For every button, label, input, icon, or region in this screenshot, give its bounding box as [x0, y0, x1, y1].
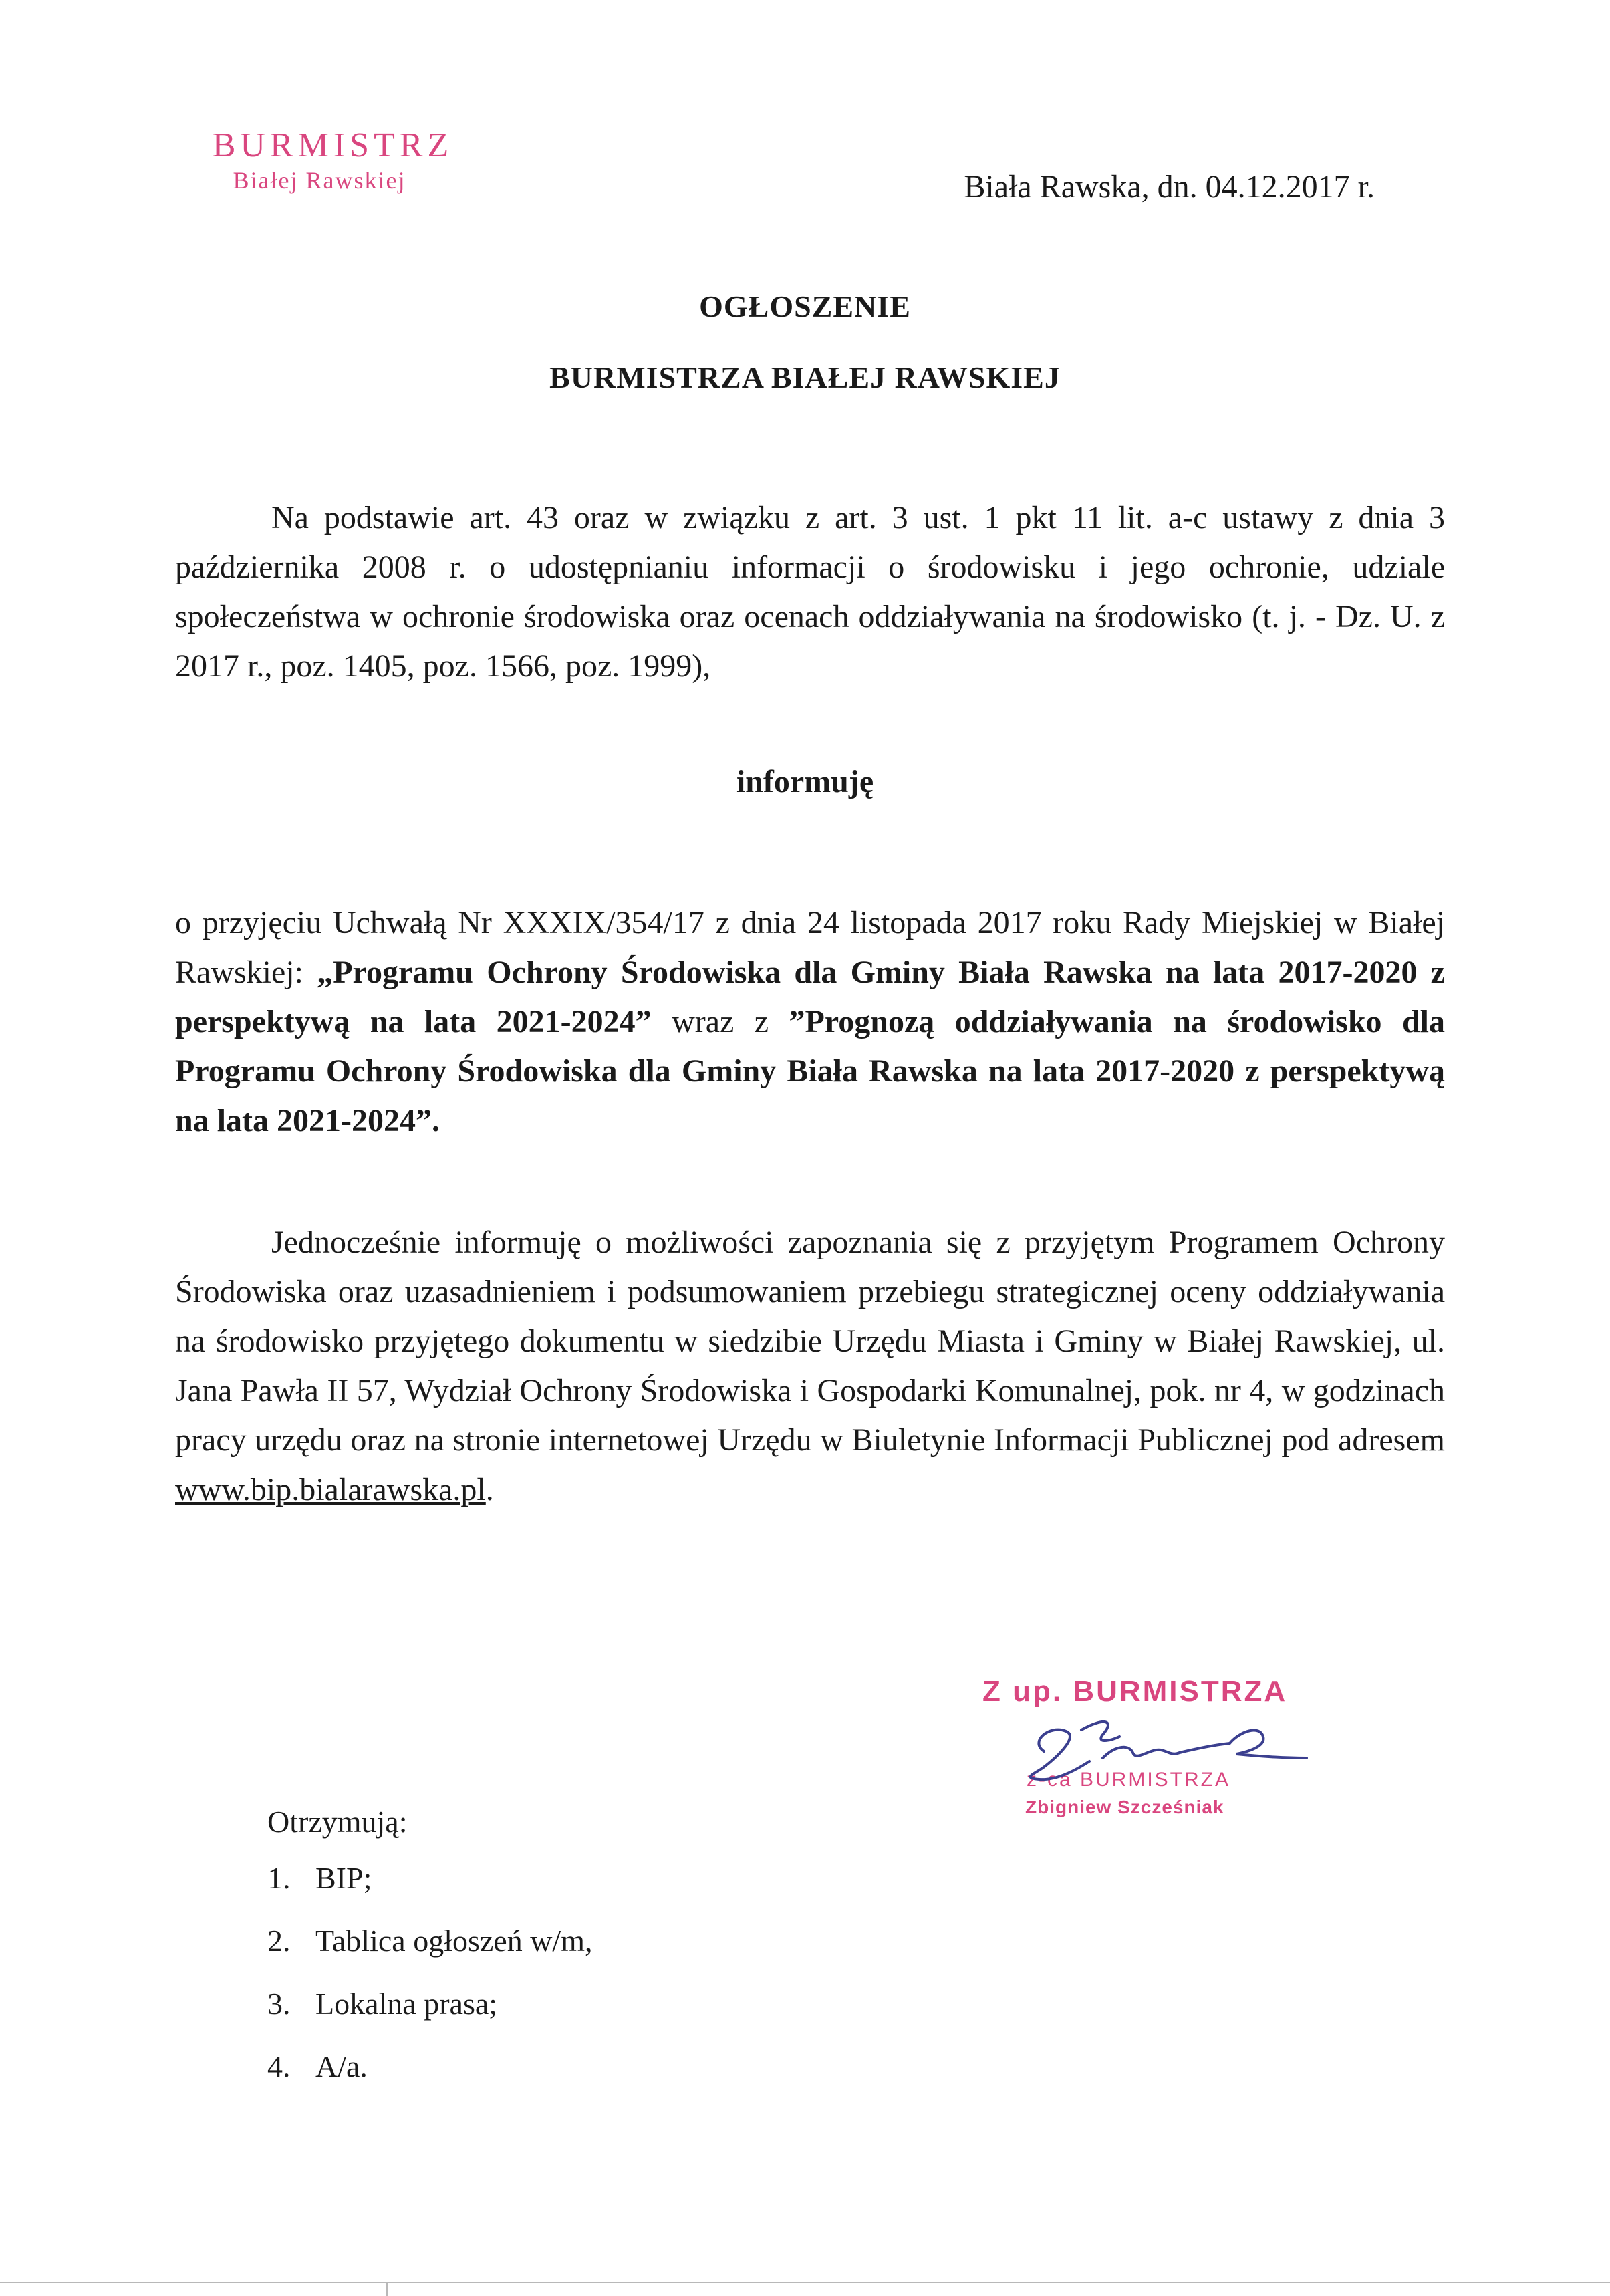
list-item: 4. A/a. [267, 2049, 368, 2083]
recipients-label: Otrzymują: [267, 1805, 408, 1839]
document-subtitle: BURMISTRZA BIAŁEJ RAWSKIEJ [549, 360, 1061, 394]
list-item: 3. Lokalna prasa; [267, 1987, 498, 2021]
scan-edge-tick [386, 2282, 388, 2296]
stamp-z-up-line: Z up. BURMISTRZA [982, 1675, 1288, 1708]
access-end: . [485, 1472, 494, 1507]
informuje-heading: informuję [736, 764, 874, 799]
adoption-intro: o przyjęciu Uchwałą Nr XXXIX/354/17 z dnia 24 listopada 2017 roku Rady Miejskiej w Białej Rawskiej: [175, 905, 1445, 990]
scan-edge-line [0, 2282, 1610, 2283]
stamp-line-2: Białej Rawskiej [233, 167, 406, 194]
adoption-middle: wraz z [651, 1004, 789, 1039]
legal-basis-paragraph: Na podstawie art. 43 oraz w związku z art. 3 ust. 1 pkt 11 lit. a-c ustawy z dnia 3 października 2008 r. o udostępnianiu informacji o środowisku i jego ochronie, udziale społeczeństwa w ochronie środowiska oraz ocenach oddziaływania na środowisko (t. j. - Dz. U. z 2017 r., poz. 1405, poz. 1566, poz. 1999), [175, 500, 1445, 684]
forecast-title: ”Prognozą oddziaływania na środowisko dla Programu Ochrony Środowiska dla Gminy Biała Rawska na lata 2017-2020 z perspektywą na lata 2021-2024”. [175, 1004, 1445, 1138]
list-item: 2. Tablica ogłoszeń w/m, [267, 1924, 593, 1958]
bip-link[interactable]: www.bip.bialarawska.pl [175, 1472, 486, 1507]
list-item: 1. BIP; [267, 1861, 372, 1895]
stamp-name-line: Zbigniew Szcześniak [1025, 1797, 1224, 1817]
place-and-date: Biała Rawska, dn. 04.12.2017 r. [964, 169, 1375, 205]
stamp-deputy-line: z-ca BURMISTRZA [1027, 1769, 1231, 1791]
adoption-paragraph [175, 898, 1445, 1146]
burmistrz-header-stamp [179, 126, 487, 195]
access-paragraph [175, 1218, 1445, 1515]
program-title: „Programu Ochrony Środowiska dla Gminy Biała Rawska na lata 2017-2020 z perspektywą na lata 2021-2024” [175, 954, 1445, 1039]
access-text: Jednocześnie informuję o możliwości zapoznania się z przyjętym Programem Ochrony Środowiska oraz uzasadnieniem i podsumowaniem przebiegu strategicznej oceny oddziaływania na środowisko przyjętego dokumentu w siedzibie Urzędu Miasta i Gminy w Białej Rawskiej, ul. Jana Pawła II 57, Wydział Ochrony Środowiska i Gospodarki Komunalnej, pok. nr 4, w godzinach pracy urzędu oraz na stronie internetowej Urzędu w Biuletynie Informacji Publicznej pod adresem [175, 1225, 1445, 1458]
handwritten-signature [1002, 1704, 1310, 1805]
recipients-list [267, 1858, 593, 2110]
document-title: OGŁOSZENIE [699, 289, 911, 324]
stamp-line-1: BURMISTRZ [212, 126, 454, 164]
